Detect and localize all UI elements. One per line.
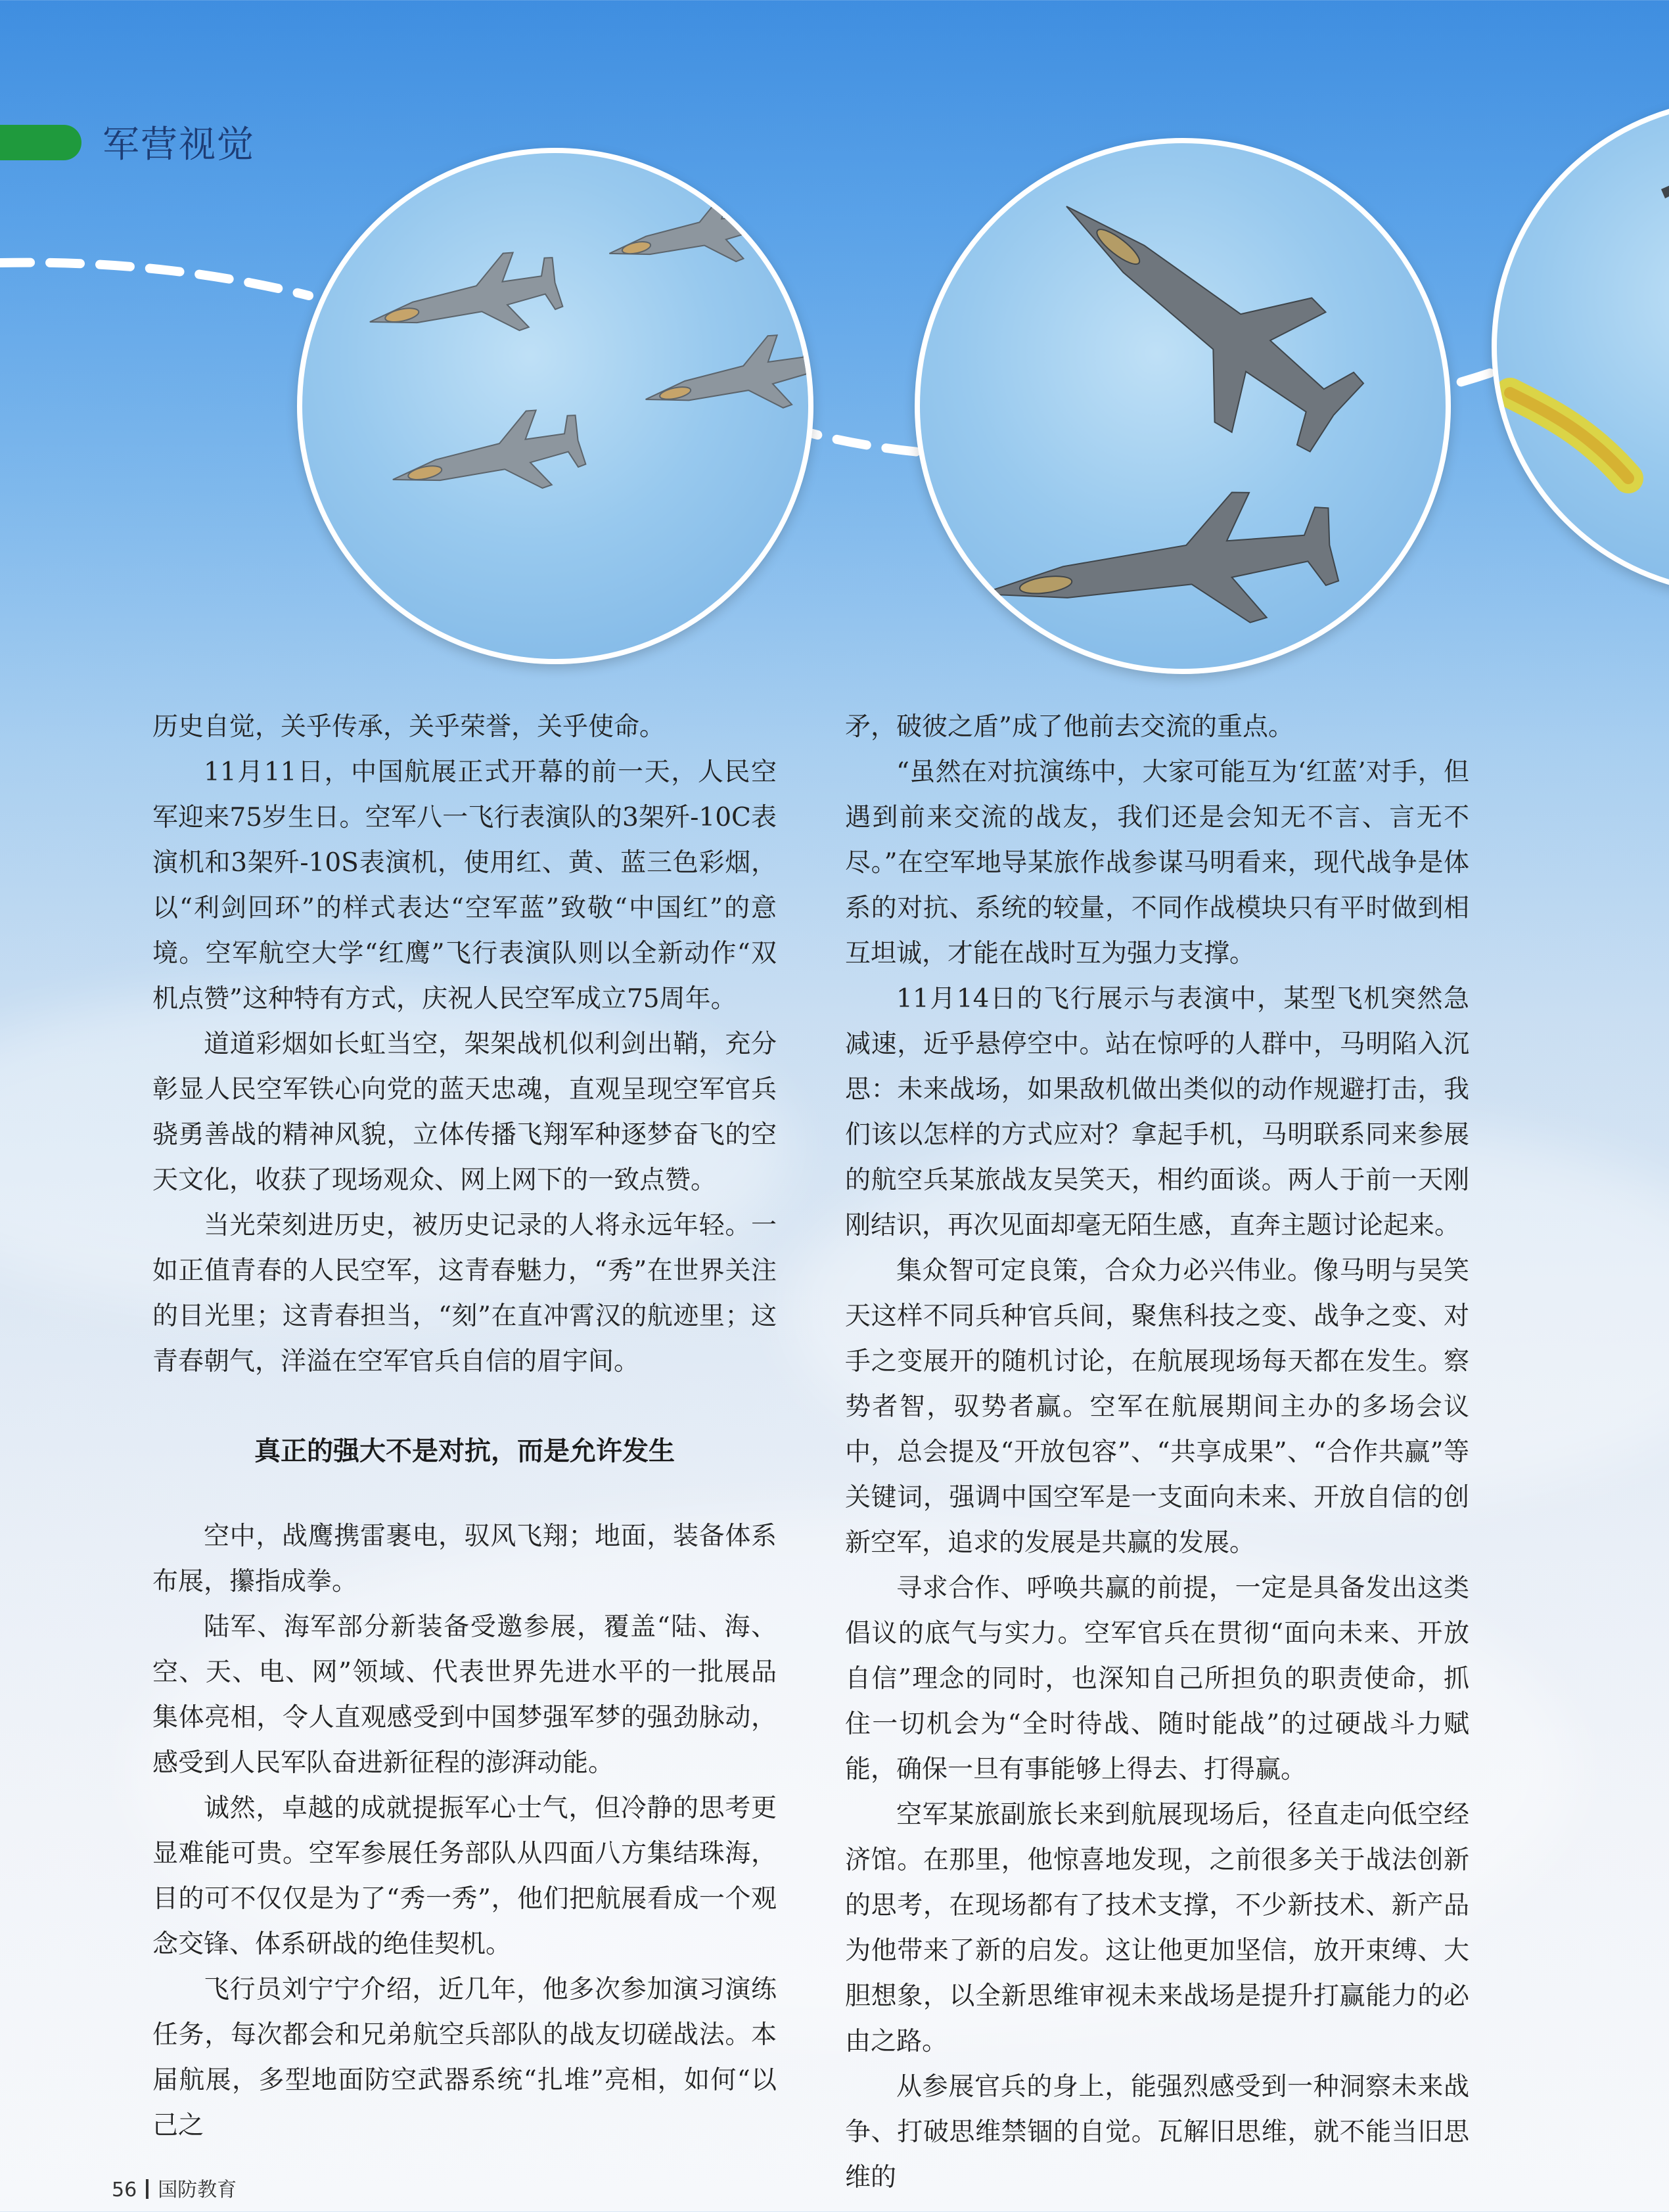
photo-pair: [915, 138, 1451, 674]
magazine-name: 国防教育: [158, 2178, 237, 2201]
paragraph: 集众智可定良策，合众力必兴伟业。像马明与吴笑天这样不同兵种官兵间，聚焦科技之变、战争之变、对手之变展开的随机讨论，在航展现场每天都在发生。察势者智，驭势者赢。空军在航展期间主办的多场会议中，总会提及“开放包容”、“共享成果”、“合作共赢”等关键词，强调中国空军是一支面向未来、开放自信的创新空军，追求的发展是共赢的发展。: [845, 1256, 1469, 1558]
paragraph: 寻求合作、呼唤共赢的前提，一定是具备发出这类倡议的底气与实力。空军官兵在贯彻“面向未来、开放自信”理念的同时，也深知自己所担负的职责使命，抓住一切机会为“全时待战、随时能战”的过硬战斗力赋能，确保一旦有事能够上得去、打得赢。: [845, 1573, 1469, 1784]
paragraph: 当光荣刻进历史，被历史记录的人将永远年轻。一如正值青春的人民空军，这青春魅力，“秀”在世界关注的目光里；这青春担当，“刻”在直冲霄汉的航迹里；这青春朝气，洋溢在空军官兵自信的眉宇间。: [152, 1211, 777, 1376]
paragraph: 11月14日的飞行展示与表演中，某型飞机突然急减速，近乎悬停空中。站在惊呼的人群中，马明陷入沉思：未来战场，如果敌机做出类似的动作规避打击，我们该以怎样的方式应对？拿起手机，马明联系同来参展的航空兵某旅战友吴笑天，相约面谈。两人于前一天刚刚结识，再次见面却毫无陌生感，直奔主题讨论起来。: [845, 984, 1469, 1240]
j20-pair-icon: [920, 143, 1446, 669]
paragraph: 飞行员刘宁宁介绍，近几年，他多次参加演习演练任务，每次都会和兄弟航空兵部队的战友切磋战法。本届航展，多型地面防空武器系统“扎堆”亮相，如何“以己之: [152, 1975, 777, 2140]
paragraph: 矛，破彼之盾”成了他前去交流的重点。: [845, 712, 1294, 742]
paragraph: 空中，战鹰携雷裹电，驭风飞翔；地面，装备体系布展，攥指成拳。: [152, 1522, 777, 1596]
photo-formation: [297, 148, 813, 664]
photo-smoke: [1492, 99, 1669, 595]
paragraph: 陆军、海军部分新装备受邀参展，覆盖“陆、海、空、天、电、网”领域、代表世界先进水平的一批展品集体亮相，令人直观感受到中国梦强军梦的强劲脉动，感受到人民军队奋进新征程的澎湃动能。: [152, 1612, 777, 1778]
section-title: 军营视觉: [103, 124, 255, 166]
smoke-trail-icon: [1497, 104, 1669, 590]
page-footer: [112, 2173, 237, 2202]
left-column: [152, 704, 777, 2148]
paragraph: 历史自觉，关乎传承，关乎荣誉，关乎使命。: [152, 712, 666, 742]
section-heading: 真正的强大不是对抗，而是允许发生: [254, 1436, 675, 1466]
footer-divider: [146, 2179, 149, 2199]
right-column: [845, 704, 1469, 2200]
paragraph: 诚然，卓越的成就提振军心士气，但冷静的思考更显难能可贵。空军参展任务部队从四面八方集结珠海，目的可不仅仅是为了“秀一秀”，他们把航展看成一个观念交锋、体系研战的绝佳契机。: [152, 1794, 777, 1959]
paragraph: 11月11日，中国航展正式开幕的前一天，人民空军迎来75岁生日。空军八一飞行表演队的3架歼-10C表演机和3架歼-10S表演机，使用红、黄、蓝三色彩烟，以“利剑回环”的样式表达“空军蓝”致敬“中国红”的意境。空军航空大学“红鹰”飞行表演队则以全新动作“双机点赞”这种特有方式，庆祝人民空军成立75周年。: [152, 757, 777, 1014]
j20-formation-icon: [302, 153, 808, 659]
paragraph: “虽然在对抗演练中，大家可能互为‘红蓝’对手，但遇到前来交流的战友，我们还是会知无不言、言无不尽。”在空军地导某旅作战参谋马明看来，现代战争是体系的对抗、系统的较量，不同作战模块只有平时做到相互坦诚，才能在战时互为强力支撑。: [845, 757, 1469, 968]
page-number: 56: [112, 2178, 137, 2201]
paragraph: 从参展官兵的身上，能强烈感受到一种洞察未来战争、打破思维禁锢的自觉。瓦解旧思维，就不能当旧思维的: [845, 2072, 1469, 2192]
paragraph: 空军某旅副旅长来到航展现场后，径直走向低空经济馆。在那里，他惊喜地发现，之前很多关于战法创新的思考，在现场都有了技术支撑，不少新技术、新产品为他带来了新的启发。这让他更加坚信，放开束缚、大胆想象，以全新思维审视未来战场是提升打赢能力的必由之路。: [845, 1800, 1469, 2056]
paragraph: 道道彩烟如长虹当空，架架战机似利剑出鞘，充分彰显人民空军铁心向党的蓝天忠魂，直观呈现空军官兵骁勇善战的精神风貌，立体传播飞翔军种逐梦奋飞的空天文化，收获了现场观众、网上网下的一致点赞。: [152, 1029, 777, 1195]
